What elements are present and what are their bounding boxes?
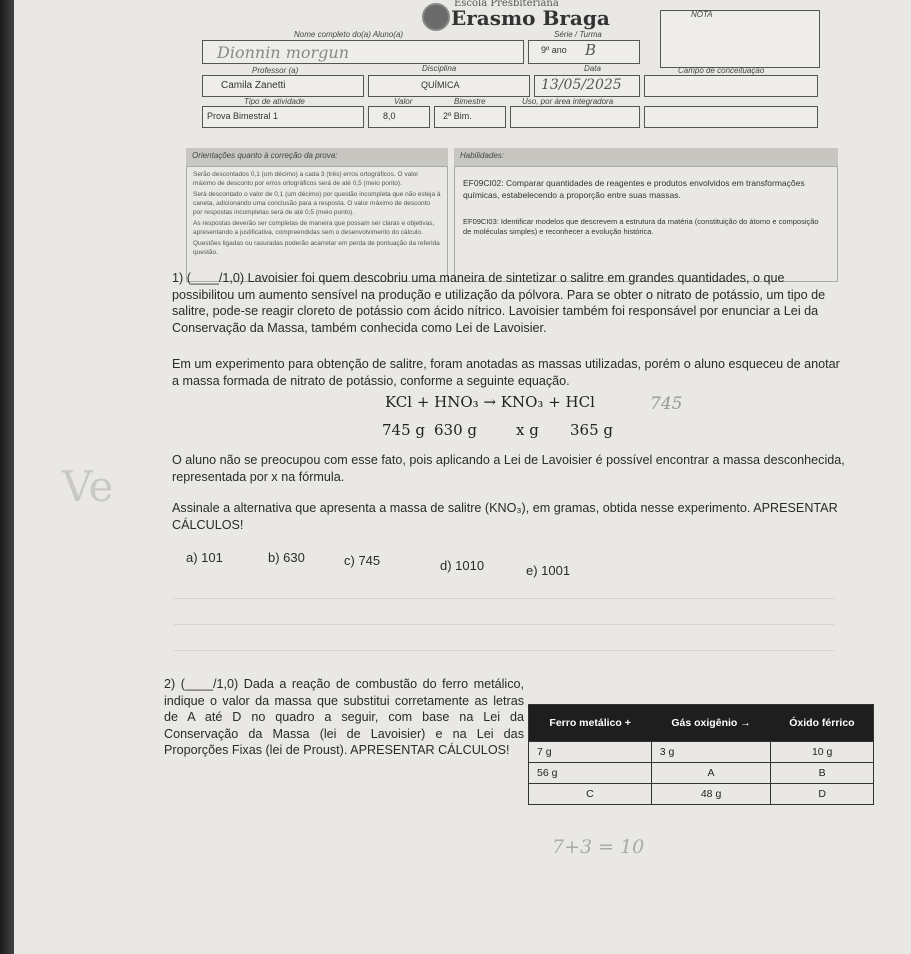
cell-oxide: D [771, 784, 874, 805]
question-2-body: Dada a reação de combustão do ferro metálico, indique o valor da massa que substitui corretamente as letras de A até D no quadro a seguir, com base na Lei da Conservação da Massa (lei de Lavoisier) e na Lei das Proporções Fixas (lei de Proust). APRESENTAR CÁLCULOS! [164, 677, 525, 757]
cell-iron: 56 g [529, 763, 652, 784]
chemical-equation: KCl + HNO₃ → KNO₃ + HCl [385, 393, 595, 411]
cell-oxide: B [771, 763, 874, 784]
ruled-line [174, 650, 834, 651]
skill-item-1: EF09CI02: Comparar quantidades de reagentes e produtos envolvidos em transformações químicas, estabelecendo a proporção entre suas massas. [463, 178, 805, 200]
school-top-title: Escola Presbiteriana [454, 0, 559, 9]
activity-type-value: Prova Bimestral 1 [207, 111, 279, 121]
integrator-label: Uso, por área integradora [522, 97, 614, 106]
option-b[interactable]: b) 630 [268, 550, 305, 565]
skills-box [454, 166, 838, 282]
integrator-field-2 [644, 106, 818, 128]
subject-value: QUÍMICA [421, 80, 460, 90]
handwritten-answer-1: 745 [650, 394, 683, 414]
school-name: Erasmo Braga [451, 6, 610, 30]
name-value: Dionnin morgun [217, 43, 349, 62]
ruled-line [174, 624, 834, 625]
cell-oxygen: 3 g [651, 742, 771, 763]
exam-sheet [14, 0, 911, 954]
term-label: Bimestre [454, 97, 486, 106]
date-field[interactable] [534, 75, 640, 97]
question-1-paragraph-3: O aluno não se preocupou com esse fato, pois aplicando a Lei de Lavoisier é possível encontrar a massa desconhecida, representada por x na fórmula. [172, 453, 845, 484]
bleed-through-mark: Ve [62, 462, 114, 511]
integrator-field [510, 106, 640, 128]
header-ferric-oxide: Óxido férrico [771, 705, 874, 742]
option-e[interactable]: e) 1001 [526, 563, 571, 578]
term-field [434, 106, 506, 128]
grade-box [660, 10, 820, 68]
orientations-box [186, 166, 448, 282]
value-label: Valor [394, 97, 413, 106]
question-1-paragraph-2: Em um experimento para obtenção de salitre, foram anotadas as massas utilizadas, porém o aluno esqueceu de anotar a massa formada de nitrato de potássio, conforme a seguinte equação. [172, 357, 840, 388]
teacher-field [202, 75, 364, 97]
mass-hcl: 365 g [570, 421, 614, 439]
option-a[interactable]: a) 101 [186, 550, 223, 565]
reaction-table [528, 704, 874, 805]
teacher-value: Camila Zanetti [221, 80, 286, 91]
orientation-item: Questões ligadas ou rasuradas poderão acarretar em perda de pontuação da referida questão. [193, 240, 440, 256]
orientation-item: As respostas deverão ser completas de maneira que possam ser claras e objetivas, apresentando a justificativa, compreendidas sem o desenvolvimento do cálculo. [193, 220, 435, 236]
skills-title: Habilidades: [454, 148, 838, 166]
ruled-line [174, 598, 834, 599]
cell-oxide: 10 g [771, 742, 874, 763]
reaction-table-header-row [529, 705, 874, 742]
mass-kno3: x g [516, 421, 539, 439]
activity-type-label: Tipo de atividade [244, 97, 305, 106]
question-1-paragraph-1: Lavoisier foi quem descobriu uma maneira de sintetizar o salitre em grandes quantidades, o que possibilitou um aumento sensível na produção e utilização da pólvora. Para se obter o nitrato de potássio, um tipo de salitre, pode-se reagir cloreto de potássio com ácido nítrico. Lavoisier também foi responsável por enunciar a Lei da Conservação da Massa, também conhecida como Lei de Lavoisier. [172, 271, 826, 335]
orientations-title: Orientações quanto à correção da prova: [186, 148, 448, 166]
name-label: Nome completo do(a) Aluno(a) [294, 30, 404, 39]
question-1-paragraph-4: Assinale a alternativa que apresenta a massa de salitre (KNO₃), em gramas, obtida nesse experimento. APRESENTAR CÁLCULOS! [172, 501, 838, 532]
concept-field [644, 75, 818, 97]
question-2-text [164, 676, 524, 759]
cell-oxygen: 48 g [651, 784, 771, 805]
cell-iron: C [529, 784, 652, 805]
header-oxygen: Gás oxigênio → [651, 705, 771, 742]
school-logo [422, 3, 450, 31]
option-d[interactable]: d) 1010 [440, 558, 485, 573]
cell-iron: 7 g [529, 742, 652, 763]
subject-label: Disciplina [422, 64, 457, 73]
value-field [368, 106, 430, 128]
grade-value: 9º ano [541, 45, 567, 55]
table-row [529, 763, 874, 784]
header-iron: Ferro metálico + [529, 705, 652, 742]
orientation-item: Será descontado o valor de 0,1 (um décimo) por questão incompleta que não esteja à caneta, adicionando uma conclusão para a resposta. O valor máximo de desconto por respostas incompletas será de até 0,5 (meio ponto). [193, 191, 441, 216]
grade-class-field[interactable] [528, 40, 640, 64]
name-field[interactable] [202, 40, 524, 64]
question-1-points: (____/1,0) [186, 271, 245, 285]
class-value: B [585, 41, 597, 59]
skill-item-2: EF09CI03: Identificar modelos que descrevem a estrutura da matéria (constituição do átomo e composição de moléculas simples) e reconhecer a evolução histórica. [463, 217, 819, 236]
mass-hno3: 630 g [434, 421, 478, 439]
grade-label: NOTA [691, 10, 713, 19]
question-2-number: 2) [164, 677, 176, 691]
handwritten-answer-2: 7+3 = 10 [552, 836, 645, 858]
grade-class-label: Série / Turma [554, 30, 602, 39]
question-1-intro [172, 270, 838, 336]
teacher-label: Professor (a) [252, 66, 299, 75]
date-label: Data [584, 64, 601, 73]
question-2-points: (____/1,0) [180, 677, 239, 691]
date-value: 13/05/2025 [541, 77, 622, 93]
cell-oxygen: A [651, 763, 771, 784]
page-edge-shadow [0, 0, 14, 954]
value-value: 8,0 [383, 111, 396, 121]
mass-kcl: 745 g [382, 421, 426, 439]
term-value: 2º Bim. [443, 111, 472, 121]
question-1-number: 1) [172, 271, 184, 285]
activity-type-field [202, 106, 364, 128]
option-c[interactable]: c) 745 [344, 553, 381, 568]
table-row [529, 742, 874, 763]
orientation-item: Serão descontados 0,1 (um décimo) a cada 3 (três) erros ortográficos. O valor máximo de desconto por erros ortográficos será de até 0,5 (meio ponto). [193, 171, 419, 187]
table-row [529, 784, 874, 805]
concept-label: Campo de conceituação [678, 66, 765, 75]
subject-field [368, 75, 530, 97]
